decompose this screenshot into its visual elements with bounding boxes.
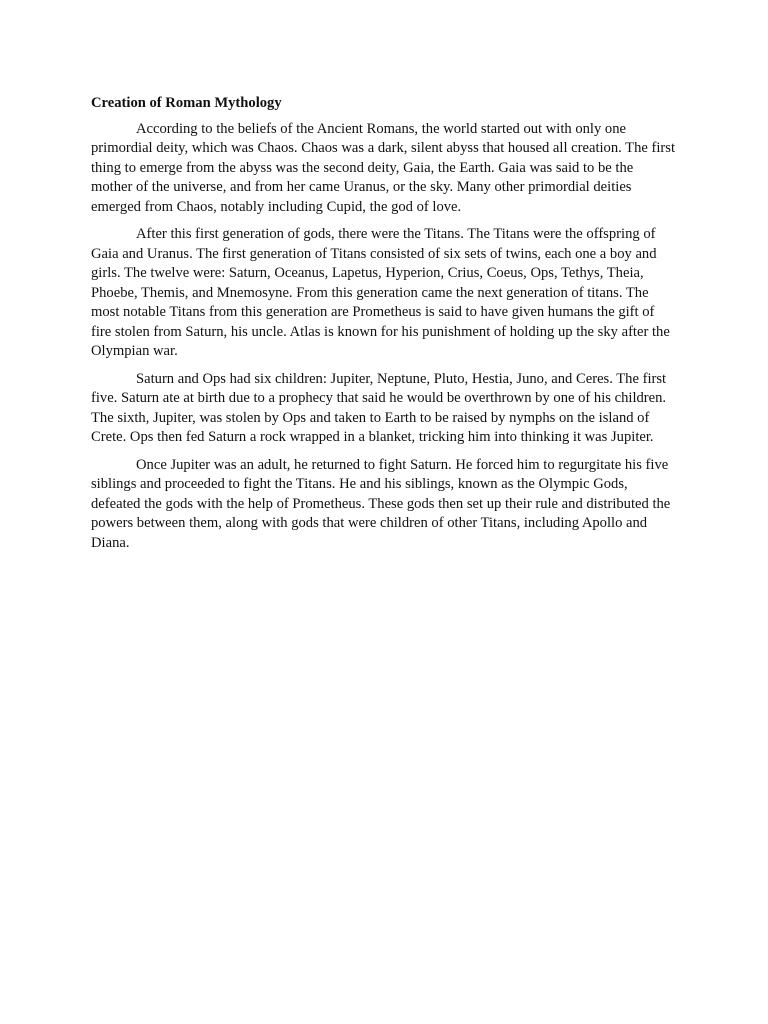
document-title: Creation of Roman Mythology <box>91 95 282 111</box>
document-body <box>91 94 677 561</box>
paragraph-3: Saturn and Ops had six children: Jupiter, Neptune, Pluto, Hestia, Juno, and Ceres. The first five. Saturn ate at birth due to a prophecy that said he would be overthrown by one of his children. The sixth, Jupiter, was stolen by Ops and taken to Earth to be raised by nymphs on the island of Crete. Ops then fed Saturn a rock wrapped in a blanket, tricking him into thinking it was Jupiter. <box>91 370 667 445</box>
paragraph-1: According to the beliefs of the Ancient Romans, the world started out with only one primordial deity, which was Chaos. Chaos was a dark, silent abyss that housed all creation. The first thing to emerge from the abyss was the second deity, Gaia, the Earth. Gaia was said to be the mother of the universe, and from her came Uranus, or the sky. Many other primordial deities emerged from Chaos, notably including Cupid, the god of love. <box>91 120 676 215</box>
paragraph-4: Once Jupiter was an adult, he returned to fight Saturn. He forced him to regurgitate his five siblings and proceeded to fight the Titans. He and his siblings, known as the Olympic Gods, defeated the gods with the help of Prometheus. These gods then set up their rule and distributed the powers between them, along with gods that were children of other Titans, including Apollo and Diana. <box>91 456 671 551</box>
paragraph-2: After this first generation of gods, there were the Titans. The Titans were the offspring of Gaia and Uranus. The first generation of Titans consisted of six sets of twins, each one a boy and girls. The twelve were: Saturn, Oceanus, Lapetus, Hyperion, Crius, Coeus, Ops, Tethys, Theia, Phoebe, Themis, and Mnemosyne. From this generation came the next generation of titans. The most notable Titans from this generation are Prometheus is said to have given humans the gift of fire stolen from Saturn, his uncle. Atlas is known for his punishment of holding up the sky after the Olympian war. <box>91 226 670 359</box>
